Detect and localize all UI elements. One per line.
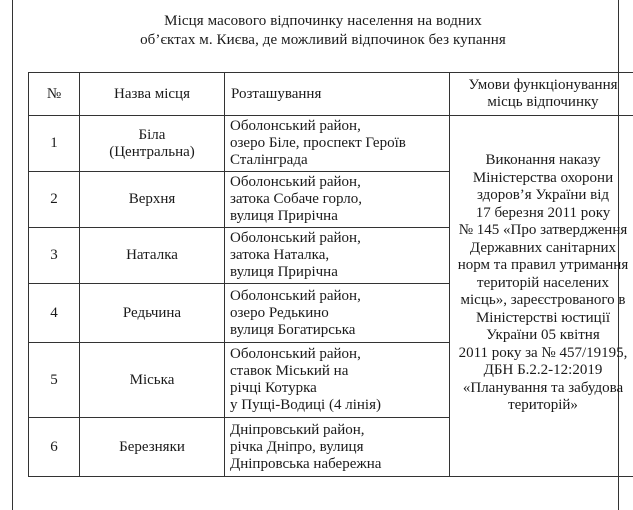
header-location: Розташування <box>225 73 450 116</box>
conditions-line: територій» <box>508 397 578 413</box>
table-row <box>29 116 633 172</box>
place-name: Верхня <box>80 172 225 228</box>
row-number: 4 <box>29 284 80 343</box>
location-line: у Пущі-Водиці (4 лінія) <box>230 397 381 413</box>
location-line: Сталінграда <box>230 152 308 168</box>
header-place-name: Назва місця <box>80 73 225 116</box>
header-conditions-line-1: Умови функціонування <box>468 77 618 93</box>
location-line: вулиця Богатирська <box>230 321 356 338</box>
row-number: 6 <box>29 418 80 477</box>
header-conditions <box>450 73 633 116</box>
conditions-line: Міністерства охорони <box>472 169 614 186</box>
table-header-row <box>29 73 633 116</box>
location-line: Оболонський район, <box>230 346 361 362</box>
recreation-places-table <box>28 72 633 477</box>
conditions-line: 2011 року за № 457/19195, <box>458 344 628 361</box>
location-line: вулиця Прирічна <box>230 208 338 224</box>
header-number: № <box>29 73 80 116</box>
conditions-line: Державних санітарних <box>469 239 617 256</box>
title-line-1: Місця масового відпочинку населення на водних <box>164 13 482 29</box>
page-border-left <box>12 0 13 510</box>
row-number: 1 <box>29 116 80 172</box>
conditions-line: місць», зареєстрованого в <box>460 292 626 308</box>
location-line: Оболонський район, <box>230 287 361 304</box>
location-line: річці Котурка <box>230 380 317 396</box>
conditions-line: ДБН Б.2.2-12:2019 <box>483 362 603 378</box>
conditions-line: № 145 «Про затвердження <box>458 222 628 238</box>
document-title <box>28 12 618 50</box>
conditions-cell <box>450 116 633 477</box>
place-name-line-1: Біла <box>138 126 166 143</box>
conditions-line: України 05 квітня <box>486 327 600 343</box>
place-location <box>225 284 450 343</box>
place-name: Березняки <box>80 418 225 477</box>
location-line: Оболонський район, <box>230 230 361 246</box>
place-name-line-2: (Центральна) <box>109 143 195 160</box>
location-line: вулиця Прирічна <box>230 264 338 280</box>
row-number: 2 <box>29 172 80 228</box>
conditions-line: здоров’я України від <box>476 187 610 203</box>
place-name: Міська <box>80 343 225 418</box>
row-number: 5 <box>29 343 80 418</box>
conditions-line: територій населених <box>477 274 609 291</box>
location-line: річка Дніпро, вулиця <box>230 438 364 455</box>
place-location <box>225 228 450 284</box>
location-line: Оболонський район, <box>230 118 361 134</box>
place-location <box>225 116 450 172</box>
place-name: Редьчина <box>80 284 225 343</box>
location-line: Оболонський район, <box>230 174 361 190</box>
location-line: ставок Міський на <box>230 363 349 379</box>
place-name <box>80 116 225 172</box>
location-line: затока Наталка, <box>230 247 330 263</box>
conditions-line: 17 березня 2011 року <box>475 204 611 221</box>
place-location <box>225 172 450 228</box>
header-conditions-line-2: місць відпочинку <box>487 94 599 110</box>
conditions-line: Виконання наказу <box>485 152 601 168</box>
row-number: 3 <box>29 228 80 284</box>
location-line: затока Собаче горло, <box>230 191 362 207</box>
conditions-line: Міністерстві юстиції <box>475 309 611 326</box>
location-line: озеро Редькино <box>230 304 329 321</box>
conditions-line: «Планування та забудова <box>462 379 624 396</box>
location-line: Дніпровський район, <box>230 421 365 438</box>
place-location <box>225 418 450 477</box>
place-name: Наталка <box>80 228 225 284</box>
place-location <box>225 343 450 418</box>
location-line: озеро Біле, проспект Героїв <box>230 135 406 151</box>
conditions-line: норм та правил утримання <box>457 257 629 273</box>
title-line-2: об’єктах м. Києва, де можливий відпочинок без купання <box>140 32 506 48</box>
location-line: Дніпровська набережна <box>230 455 382 472</box>
